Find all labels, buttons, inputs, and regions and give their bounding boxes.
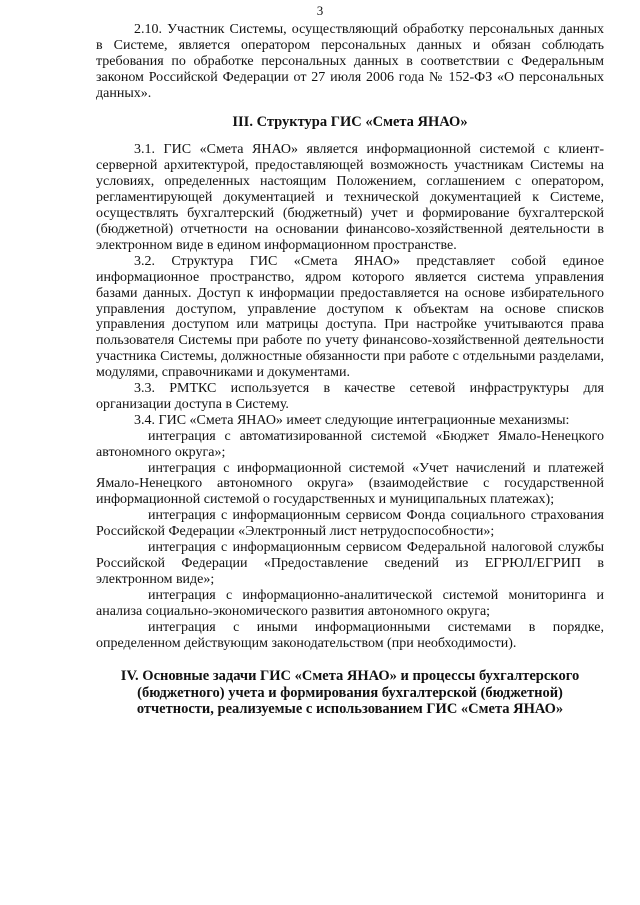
integration-item: интеграция с информационно-аналитической системой мониторинга и анализа социально-экономического развития автономного округа; (96, 587, 604, 619)
section-heading-iv: IV. Основные задачи ГИС «Смета ЯНАО» и процессы бухгалтерского (бюджетного) учета и формирования бухгалтерской (бюджетной) отчетности, реализуемые с использованием ГИС «Смета ЯНАО» (120, 668, 580, 718)
paragraph-3-4: 3.4. ГИС «Смета ЯНАО» имеет следующие интеграционные механизмы: (134, 412, 570, 428)
integration-item: интеграция с информационным сервисом Фонда социального страхования Российской Федерации «Электронный лист нетрудоспособности»; (96, 508, 604, 540)
section-heading-iii: III. Структура ГИС «Смета ЯНАО» (232, 113, 468, 130)
paragraph-2-10: 2.10. Участник Системы, осуществляющий обработку персональных данных в Системе, является оператором персональных данных и обязан соблюдать требования по обработке персональных данных в соответствии с Федеральным законом Российской Федерации от 27 июля 2006 года № 152-ФЗ «О персональных данных». (96, 22, 604, 101)
page-number: 3 (316, 3, 324, 18)
document-body (96, 22, 604, 718)
integration-item: интеграция с информационным сервисом Федеральной налоговой службы Российской Федерации «Предоставление сведений из ЕГРЮЛ/ЕГРИП в электронном виде»; (96, 540, 604, 587)
paragraph-3-2: 3.2. Структура ГИС «Смета ЯНАО» представляет собой единое информационное пространство, ядром которого является система управления базами данных. Доступ к информации предоставляется на основе избирательного управления доступом, управление доступом к объектам на основе списков управления доступом или матрицы доступа. При настройке учитываются права пользователя Системы при работе по учету финансово-хозяйственной деятельности участника Системы, должностные обязанности при работе с отдельными разделами, модулями, справочниками и документами. (96, 253, 604, 381)
paragraph-3-1: 3.1. ГИС «Смета ЯНАО» является информационной системой с клиент-серверной архитектурой, предоставляющей возможность участникам Системы на условиях, определенных настоящим Положением, соглашением с оператором, регламентирующей документацией и технической документацией к Системе, осуществлять бухгалтерский (бюджетный) учет и формирование бухгалтерской (бюджетной) отчетности на основании финансово-хозяйственной деятельности в электронном виде в едином информационном пространстве. (96, 142, 604, 253)
paragraph-3-3: 3.3. РМТКС используется в качестве сетевой инфраструктуры для организации доступа в Систему. (96, 381, 604, 412)
integration-item: интеграция с автоматизированной системой «Бюджет Ямало-Ненецкого автономного округа»; (96, 428, 604, 460)
integration-item: интеграция с информационной системой «Учет начислений и платежей Ямало-Ненецкого автономного округа» (взаимодействие с государственной информационной системой о государственных и муниципальных платежах); (96, 460, 604, 508)
integration-item: интеграция с иными информационными системами в порядке, определенном действующим законодательством (при необходимости). (96, 619, 604, 651)
